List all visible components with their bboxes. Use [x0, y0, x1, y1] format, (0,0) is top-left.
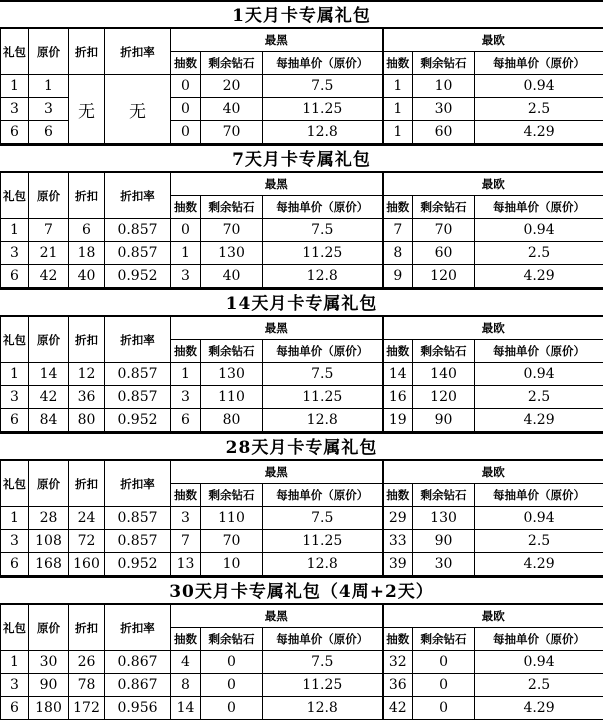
cell-best-unit-price: 0.94 [475, 219, 603, 242]
cell-discount: 78 [69, 674, 105, 697]
cell-original-price: 42 [29, 386, 69, 409]
cell-worst-draws: 13 [171, 553, 201, 576]
cell-best-diamonds: 70 [413, 219, 475, 242]
cell-original-price: 7 [29, 219, 69, 242]
cell-discount-rate: 无 [105, 75, 171, 144]
cell-best-draws: 19 [383, 409, 413, 432]
col-header-diamonds: 剩余钻石 [413, 628, 475, 651]
cell-best-unit-price: 4.29 [475, 553, 603, 576]
table-row [1, 409, 603, 432]
cell-original-price: 180 [29, 697, 69, 720]
col-header-orig: 原价 [29, 173, 69, 219]
cell-discount-rate: 0.857 [105, 363, 171, 386]
cell-pack: 6 [1, 121, 29, 144]
col-header-pack: 礼包 [1, 461, 29, 507]
table-row [1, 363, 603, 386]
section-title: 30天月卡专属礼包（4周+2天） [0, 576, 603, 604]
cell-discount-rate: 0.956 [105, 697, 171, 720]
cell-original-price: 21 [29, 242, 69, 265]
package-table [0, 460, 603, 576]
cell-worst-unit-price: 11.25 [263, 530, 383, 553]
package-section [0, 432, 603, 576]
package-table [0, 172, 603, 288]
col-header-draws: 抽数 [383, 484, 413, 507]
cell-best-diamonds: 60 [413, 242, 475, 265]
cell-worst-diamonds: 130 [201, 363, 263, 386]
cell-original-price: 1 [29, 75, 69, 98]
cell-best-draws: 14 [383, 363, 413, 386]
cell-best-diamonds: 120 [413, 265, 475, 288]
col-header-orig: 原价 [29, 461, 69, 507]
header-row [1, 605, 603, 628]
cell-best-unit-price: 2.5 [475, 242, 603, 265]
col-header-draws: 抽数 [171, 484, 201, 507]
table-row [1, 386, 603, 409]
col-header-draws: 抽数 [383, 196, 413, 219]
cell-best-unit-price: 0.94 [475, 75, 603, 98]
col-header-pack: 礼包 [1, 29, 29, 75]
table-row [1, 75, 603, 98]
col-header-unit: 每抽单价（原价） [263, 340, 383, 363]
table-row [1, 507, 603, 530]
cell-pack: 1 [1, 219, 29, 242]
cell-best-draws: 39 [383, 553, 413, 576]
cell-discount-rate: 0.867 [105, 651, 171, 674]
package-table [0, 604, 603, 720]
cell-pack: 6 [1, 265, 29, 288]
cell-worst-diamonds: 0 [201, 697, 263, 720]
col-header-pack: 礼包 [1, 317, 29, 363]
cell-pack: 3 [1, 674, 29, 697]
col-header-unit: 每抽单价（原价） [475, 628, 603, 651]
col-header-rate: 折扣率 [105, 173, 171, 219]
cell-best-draws: 32 [383, 651, 413, 674]
cell-original-price: 90 [29, 674, 69, 697]
cell-pack: 3 [1, 98, 29, 121]
cell-best-draws: 9 [383, 265, 413, 288]
cell-best-diamonds: 10 [413, 75, 475, 98]
package-section [0, 144, 603, 288]
col-header-unit: 每抽单价（原价） [263, 196, 383, 219]
col-group-best: 最欧 [383, 317, 603, 340]
cell-worst-diamonds: 0 [201, 651, 263, 674]
cell-best-unit-price: 2.5 [475, 386, 603, 409]
cell-best-draws: 42 [383, 697, 413, 720]
table-row [1, 674, 603, 697]
cell-discount: 172 [69, 697, 105, 720]
table-row [1, 651, 603, 674]
cell-worst-unit-price: 7.5 [263, 75, 383, 98]
cell-worst-draws: 1 [171, 242, 201, 265]
cell-best-unit-price: 4.29 [475, 409, 603, 432]
table-row [1, 219, 603, 242]
cell-worst-diamonds: 10 [201, 553, 263, 576]
cell-best-diamonds: 30 [413, 98, 475, 121]
cell-worst-diamonds: 0 [201, 674, 263, 697]
cell-pack: 3 [1, 242, 29, 265]
cell-worst-draws: 3 [171, 265, 201, 288]
cell-best-unit-price: 4.29 [475, 265, 603, 288]
cell-worst-draws: 0 [171, 75, 201, 98]
col-group-worst: 最黑 [171, 605, 383, 628]
cell-best-diamonds: 30 [413, 553, 475, 576]
cell-worst-draws: 8 [171, 674, 201, 697]
col-group-best: 最欧 [383, 605, 603, 628]
cell-pack: 1 [1, 75, 29, 98]
cell-pack: 6 [1, 697, 29, 720]
cell-original-price: 30 [29, 651, 69, 674]
col-header-unit: 每抽单价（原价） [475, 196, 603, 219]
col-header-disc: 折扣 [69, 461, 105, 507]
cell-best-unit-price: 4.29 [475, 121, 603, 144]
cell-best-unit-price: 0.94 [475, 507, 603, 530]
cell-best-draws: 8 [383, 242, 413, 265]
cell-worst-unit-price: 7.5 [263, 651, 383, 674]
cell-best-draws: 16 [383, 386, 413, 409]
cell-discount: 80 [69, 409, 105, 432]
cell-discount-rate: 0.857 [105, 386, 171, 409]
col-header-disc: 折扣 [69, 173, 105, 219]
cell-pack: 1 [1, 363, 29, 386]
cell-discount: 无 [69, 75, 105, 144]
cell-discount: 72 [69, 530, 105, 553]
cell-discount: 40 [69, 265, 105, 288]
cell-discount: 26 [69, 651, 105, 674]
cell-best-draws: 1 [383, 75, 413, 98]
cell-discount: 18 [69, 242, 105, 265]
cell-pack: 1 [1, 651, 29, 674]
cell-worst-diamonds: 70 [201, 219, 263, 242]
cell-discount-rate: 0.952 [105, 409, 171, 432]
col-header-rate: 折扣率 [105, 317, 171, 363]
cell-best-diamonds: 90 [413, 409, 475, 432]
cell-discount: 6 [69, 219, 105, 242]
cell-original-price: 3 [29, 98, 69, 121]
cell-original-price: 108 [29, 530, 69, 553]
col-header-diamonds: 剩余钻石 [413, 196, 475, 219]
cell-pack: 3 [1, 530, 29, 553]
col-header-diamonds: 剩余钻石 [201, 628, 263, 651]
cell-worst-draws: 3 [171, 386, 201, 409]
cell-pack: 3 [1, 386, 29, 409]
col-header-pack: 礼包 [1, 605, 29, 651]
package-section [0, 0, 603, 144]
col-header-orig: 原价 [29, 605, 69, 651]
cell-worst-diamonds: 110 [201, 507, 263, 530]
col-header-unit: 每抽单价（原价） [475, 52, 603, 75]
col-group-best: 最欧 [383, 29, 603, 52]
col-header-disc: 折扣 [69, 317, 105, 363]
table-row [1, 553, 603, 576]
section-title: 14天月卡专属礼包 [0, 288, 603, 316]
table-row [1, 265, 603, 288]
section-title: 7天月卡专属礼包 [0, 144, 603, 172]
col-header-rate: 折扣率 [105, 29, 171, 75]
cell-worst-unit-price: 12.8 [263, 553, 383, 576]
cell-original-price: 84 [29, 409, 69, 432]
cell-worst-diamonds: 130 [201, 242, 263, 265]
cell-discount-rate: 0.857 [105, 242, 171, 265]
col-header-diamonds: 剩余钻石 [201, 52, 263, 75]
cell-discount: 24 [69, 507, 105, 530]
cell-worst-diamonds: 80 [201, 409, 263, 432]
cell-worst-draws: 3 [171, 507, 201, 530]
package-section [0, 576, 603, 720]
cell-best-diamonds: 0 [413, 674, 475, 697]
cell-pack: 6 [1, 409, 29, 432]
cell-best-draws: 1 [383, 121, 413, 144]
cell-worst-diamonds: 70 [201, 121, 263, 144]
cell-worst-unit-price: 11.25 [263, 386, 383, 409]
cell-discount-rate: 0.867 [105, 674, 171, 697]
col-header-disc: 折扣 [69, 605, 105, 651]
cell-discount: 36 [69, 386, 105, 409]
col-header-unit: 每抽单价（原价） [263, 52, 383, 75]
cell-original-price: 42 [29, 265, 69, 288]
col-header-draws: 抽数 [171, 340, 201, 363]
col-header-draws: 抽数 [383, 628, 413, 651]
col-header-diamonds: 剩余钻石 [413, 52, 475, 75]
cell-worst-draws: 1 [171, 363, 201, 386]
cell-best-draws: 33 [383, 530, 413, 553]
cell-best-unit-price: 2.5 [475, 98, 603, 121]
col-header-unit: 每抽单价（原价） [475, 340, 603, 363]
header-row [1, 461, 603, 484]
cell-worst-diamonds: 40 [201, 98, 263, 121]
cell-discount: 160 [69, 553, 105, 576]
cell-worst-unit-price: 7.5 [263, 507, 383, 530]
cell-worst-draws: 0 [171, 121, 201, 144]
section-title: 1天月卡专属礼包 [0, 0, 603, 28]
cell-worst-unit-price: 11.25 [263, 242, 383, 265]
cell-original-price: 6 [29, 121, 69, 144]
cell-best-draws: 36 [383, 674, 413, 697]
cell-original-price: 14 [29, 363, 69, 386]
cell-best-diamonds: 0 [413, 697, 475, 720]
cell-worst-unit-price: 11.25 [263, 98, 383, 121]
col-header-orig: 原价 [29, 317, 69, 363]
cell-best-unit-price: 2.5 [475, 674, 603, 697]
col-group-worst: 最黑 [171, 461, 383, 484]
cell-best-unit-price: 4.29 [475, 697, 603, 720]
col-header-draws: 抽数 [171, 52, 201, 75]
table-row [1, 242, 603, 265]
col-header-unit: 每抽单价（原价） [263, 628, 383, 651]
cell-worst-draws: 0 [171, 98, 201, 121]
header-row [1, 173, 603, 196]
cell-worst-diamonds: 20 [201, 75, 263, 98]
col-header-draws: 抽数 [383, 52, 413, 75]
cell-discount-rate: 0.952 [105, 553, 171, 576]
col-header-pack: 礼包 [1, 173, 29, 219]
cell-worst-draws: 4 [171, 651, 201, 674]
cell-worst-unit-price: 7.5 [263, 363, 383, 386]
cell-best-diamonds: 60 [413, 121, 475, 144]
table-row [1, 530, 603, 553]
cell-original-price: 28 [29, 507, 69, 530]
cell-worst-diamonds: 40 [201, 265, 263, 288]
col-header-draws: 抽数 [171, 628, 201, 651]
col-header-draws: 抽数 [383, 340, 413, 363]
cell-best-unit-price: 0.94 [475, 363, 603, 386]
cell-discount-rate: 0.857 [105, 219, 171, 242]
cell-best-unit-price: 2.5 [475, 530, 603, 553]
cell-discount: 12 [69, 363, 105, 386]
cell-pack: 6 [1, 553, 29, 576]
cell-worst-draws: 0 [171, 219, 201, 242]
cell-best-diamonds: 140 [413, 363, 475, 386]
col-group-best: 最欧 [383, 461, 603, 484]
cell-worst-draws: 7 [171, 530, 201, 553]
cell-worst-unit-price: 12.8 [263, 121, 383, 144]
col-header-draws: 抽数 [171, 196, 201, 219]
cell-discount-rate: 0.857 [105, 507, 171, 530]
col-group-worst: 最黑 [171, 317, 383, 340]
package-table [0, 316, 603, 432]
cell-discount-rate: 0.952 [105, 265, 171, 288]
col-header-rate: 折扣率 [105, 605, 171, 651]
col-header-unit: 每抽单价（原价） [263, 484, 383, 507]
cell-best-diamonds: 0 [413, 651, 475, 674]
section-title: 28天月卡专属礼包 [0, 432, 603, 460]
col-header-diamonds: 剩余钻石 [201, 340, 263, 363]
col-header-diamonds: 剩余钻石 [413, 484, 475, 507]
cell-best-draws: 29 [383, 507, 413, 530]
cell-worst-unit-price: 12.8 [263, 265, 383, 288]
cell-original-price: 168 [29, 553, 69, 576]
col-header-unit: 每抽单价（原价） [475, 484, 603, 507]
header-row [1, 317, 603, 340]
col-header-orig: 原价 [29, 29, 69, 75]
cell-best-diamonds: 130 [413, 507, 475, 530]
cell-discount-rate: 0.857 [105, 530, 171, 553]
cell-best-draws: 1 [383, 98, 413, 121]
col-group-best: 最欧 [383, 173, 603, 196]
cell-best-diamonds: 120 [413, 386, 475, 409]
package-section [0, 288, 603, 432]
col-header-rate: 折扣率 [105, 461, 171, 507]
table-row [1, 697, 603, 720]
cell-worst-diamonds: 110 [201, 386, 263, 409]
cell-worst-unit-price: 11.25 [263, 674, 383, 697]
col-group-worst: 最黑 [171, 173, 383, 196]
cell-worst-unit-price: 12.8 [263, 697, 383, 720]
cell-worst-draws: 6 [171, 409, 201, 432]
cell-worst-diamonds: 70 [201, 530, 263, 553]
cell-best-diamonds: 90 [413, 530, 475, 553]
cell-worst-unit-price: 7.5 [263, 219, 383, 242]
col-header-diamonds: 剩余钻石 [201, 484, 263, 507]
col-header-diamonds: 剩余钻石 [201, 196, 263, 219]
cell-best-draws: 7 [383, 219, 413, 242]
col-header-disc: 折扣 [69, 29, 105, 75]
package-table [0, 28, 603, 144]
cell-pack: 1 [1, 507, 29, 530]
cell-worst-unit-price: 12.8 [263, 409, 383, 432]
cell-best-unit-price: 0.94 [475, 651, 603, 674]
header-row [1, 29, 603, 52]
col-header-diamonds: 剩余钻石 [413, 340, 475, 363]
col-group-worst: 最黑 [171, 29, 383, 52]
cell-worst-draws: 14 [171, 697, 201, 720]
